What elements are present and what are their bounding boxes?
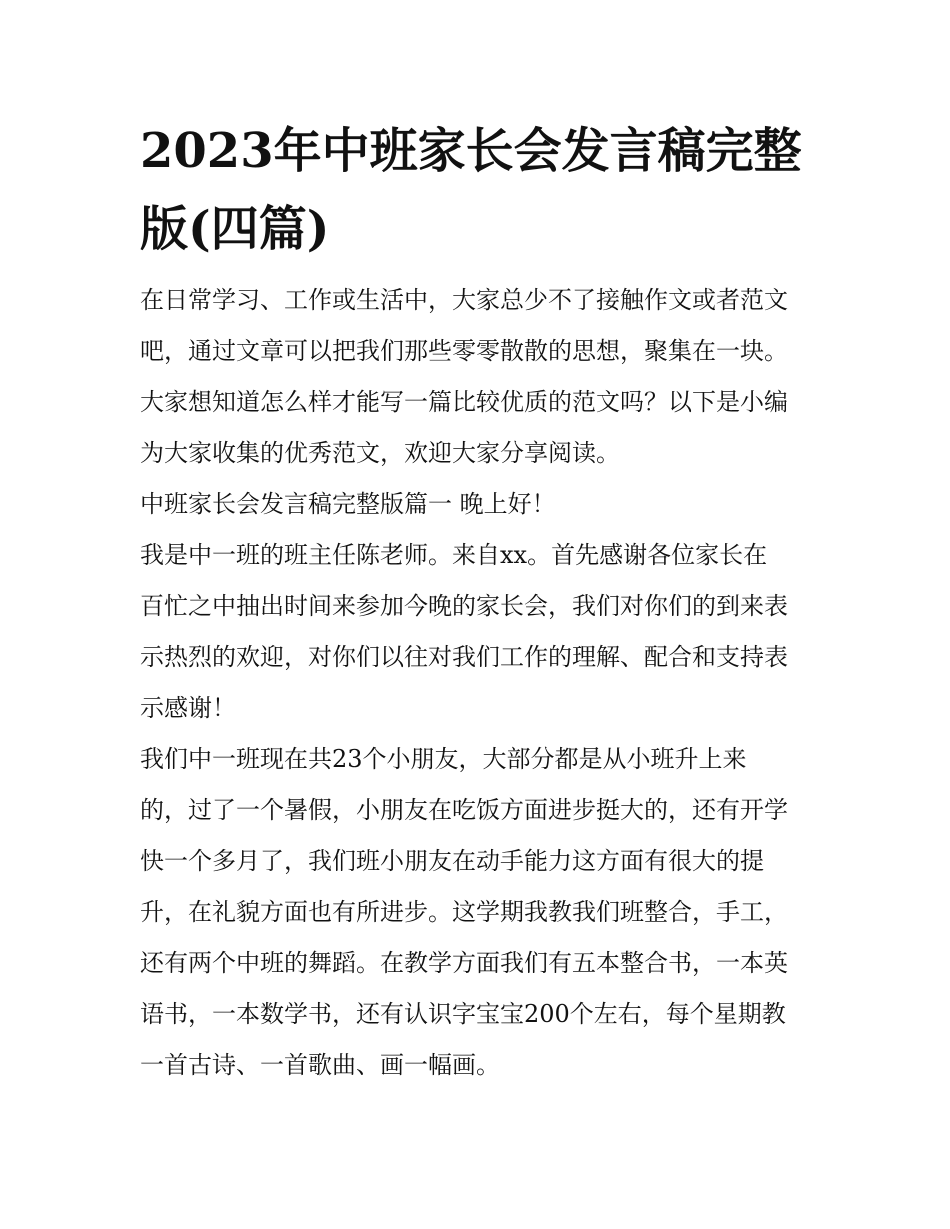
body-line: 快一个多月了，我们班小朋友在动手能力这方面有很大的提 [140, 847, 764, 875]
document-title: 2023年中班家长会发言稿完整版(四篇) [140, 123, 802, 257]
section-heading-line: 中班家长会发言稿完整版篇一 晚上好！ [140, 490, 556, 518]
body-line: 百忙之中抽出时间来参加今晚的家长会，我们对你们的到来表 [140, 592, 788, 620]
body-line: 示感谢！ [140, 694, 236, 722]
body-line: 为大家收集的优秀范文，欢迎大家分享阅读。 [140, 439, 620, 467]
body-line: 我们中一班现在共23个小朋友，大部分都是从小班升上来 [140, 745, 747, 773]
body-line: 示热烈的欢迎，对你们以往对我们工作的理解、配合和支持表 [140, 643, 788, 671]
body-line: 我是中一班的班主任陈老师。来自xx。首先感谢各位家长在 [140, 541, 768, 569]
body-line: 吧，通过文章可以把我们那些零零散散的思想，聚集在一块。 [140, 337, 788, 365]
body-line: 还有两个中班的舞蹈。在教学方面我们有五本整合书，一本英 [140, 949, 788, 977]
body-line: 升，在礼貌方面也有所进步。这学期我教我们班整合，手工， [140, 898, 788, 926]
document-body [140, 281, 830, 1097]
body-line: 在日常学习、工作或生活中，大家总少不了接触作文或者范文 [140, 286, 788, 314]
body-line: 语书，一本数学书，还有认识字宝宝200个左右，每个星期教 [140, 1000, 786, 1028]
body-line: 大家想知道怎么样才能写一篇比较优质的范文吗？以下是小编 [140, 388, 788, 416]
body-line: 一首古诗、一首歌曲、画一幅画。 [140, 1051, 500, 1079]
body-line: 的，过了一个暑假，小朋友在吃饭方面进步挺大的，还有开学 [140, 796, 788, 824]
